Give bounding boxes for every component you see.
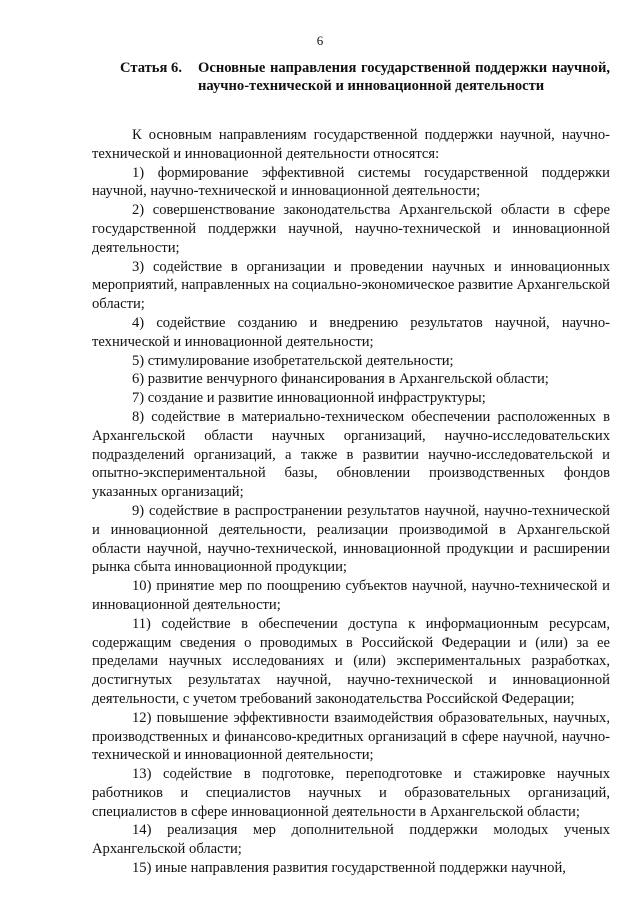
article-title: Основные направления государственной поддержки научной, научно-технической и инновационной деятельности: [198, 60, 610, 95]
list-item-3: 3) содействие в организации и проведении научных и инновационных мероприятий, направленных на социально-экономическое развитие Архангельской области;: [92, 258, 610, 313]
list-item-5: 5) стимулирование изобретательской деятельности;: [132, 352, 454, 369]
article-body: [92, 126, 610, 878]
list-item-7: 7) создание и развитие инновационной инфраструктуры;: [132, 390, 486, 407]
article-heading: [92, 59, 610, 95]
list-item-11: 11) содействие в обеспечении доступа к информационным ресурсам, содержащим сведения о проводимых в Российской Федерации и (или) за ее пределами научных исследованиях и (или) экспериментальных разработках, достигнутых результатах научной, научно-технической и инновационной деятельности, с учетом требований законодательства Российской Федерации;: [92, 615, 610, 707]
list-item-6: 6) развитие венчурного финансирования в Архангельской области;: [132, 371, 549, 388]
list-item-4: 4) содействие созданию и внедрению результатов научной, научно-технической и инновационной деятельности;: [92, 314, 610, 350]
list-item-1: 1) формирование эффективной системы государственной поддержки научной, научно-технической и инновационной деятельности;: [92, 164, 610, 200]
paragraph-intro: К основным направлениям государственной поддержки научной, научно-технической и инновационной деятельности относятся:: [92, 127, 610, 162]
list-item-10: 10) принятие мер по поощрению субъектов научной, научно-технической и инновационной деятельности;: [92, 578, 610, 613]
list-item-15: 15) иные направления развития государственной поддержки научной,: [132, 860, 566, 877]
article-number: Статья 6.: [120, 60, 182, 76]
list-item-14: 14) реализация мер дополнительной поддержки молодых ученых Архангельской области;: [92, 822, 610, 858]
list-item-8: 8) содействие в материально-техническом обеспечении расположенных в Архангельской области научных организаций, научно-исследовательских подразделений организаций, а также в развитии научно-исследовательской и опытно-экспериментальной базы, обновлении производственных фондов указанных организаций;: [92, 408, 610, 501]
list-item-9: 9) содействие в распространении результатов научной, научно-технической и инновационной деятельности, реализации производимой в Архангельской области научной, научно-технической, инновационной продукции и расширении рынка сбыта инновационной продукции;: [92, 502, 610, 576]
page-number: 6: [316, 33, 324, 48]
list-item-13: 13) содействие в подготовке, переподготовке и стажировке научных работников и специалистов научных и образовательных организаций, специалистов в сфере инновационной деятельности в Архангельской области;: [92, 766, 610, 820]
list-item-2: 2) совершенствование законодательства Архангельской области в сфере государственной поддержки научной, научно-технической и инновационной деятельности;: [92, 202, 610, 256]
list-item-12: 12) повышение эффективности взаимодействия образовательных, научных, производственных и финансово-кредитных организаций в сфере научной, научно-технической и инновационной деятельности;: [92, 709, 610, 764]
